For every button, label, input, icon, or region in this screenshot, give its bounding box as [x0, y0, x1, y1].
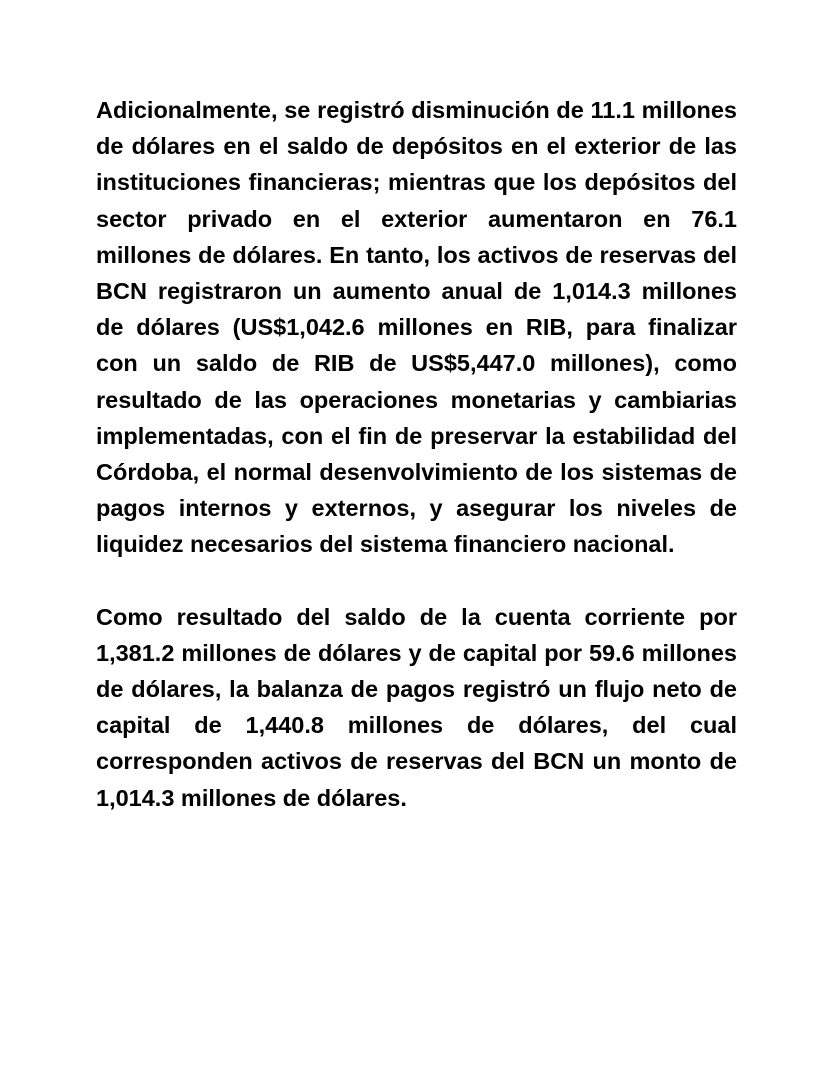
paragraph-reserves: Adicionalmente, se registró disminución de 11.1 millones de dólares en el saldo de depósitos en el exterior de las instituciones financieras; mientras que los depósitos del sector privado en el exterior aumentaron en 76.1 millones de dólares. En tanto, los activos de reservas del BCN registraron un aumento anual de 1,014.3 millones de dólares (US$1,042.6 millones en RIB, para finalizar con un saldo de RIB de US$5,447.0 millones), como resultado de las operaciones monetarias y cambiarias implementadas, con el fin de preservar la estabilidad del Córdoba, el normal desenvolvimiento de los sistemas de pagos internos y externos, y asegurar los niveles de liquidez necesarios del sistema financiero nacional.	[96, 97, 737, 558]
paragraph-balance-of-payments: Como resultado del saldo de la cuenta corriente por 1,381.2 millones de dólares y de capital por 59.6 millones de dólares, la balanza de pagos registró un flujo neto de capital de 1,440.8 millones de dólares, del cual corresponden activos de reservas del BCN un monto de 1,014.3 millones de dólares.	[96, 603, 737, 811]
